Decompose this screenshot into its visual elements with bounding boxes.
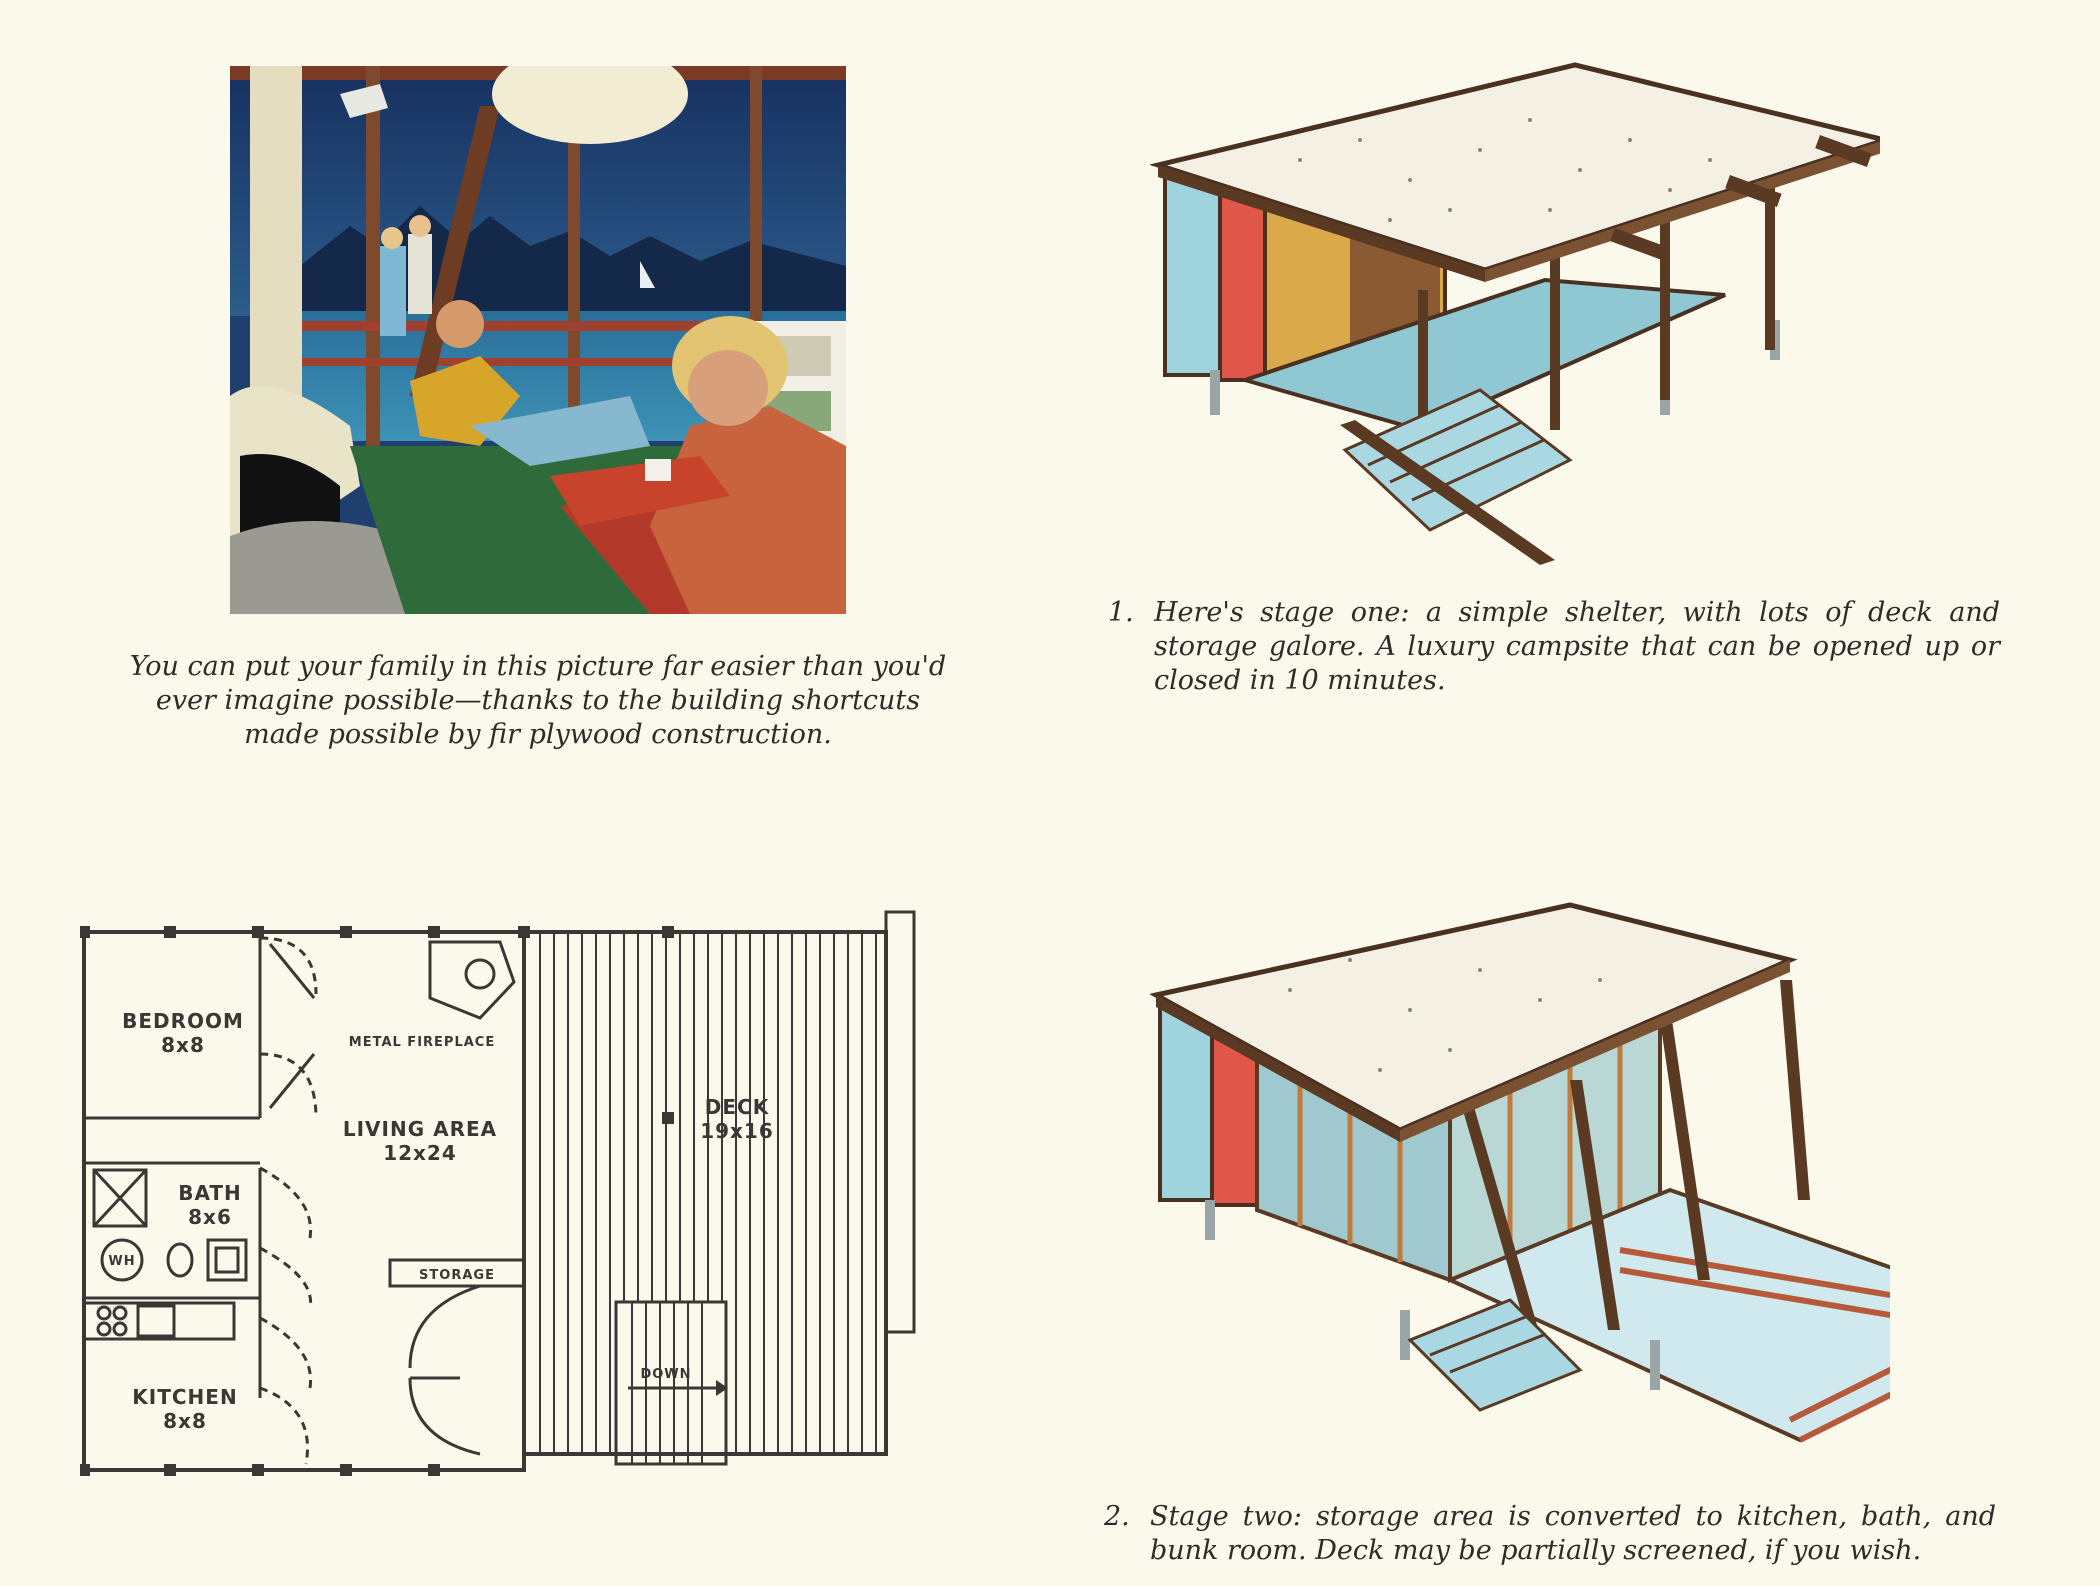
kitchen-label: KITCHEN [132,1385,238,1409]
kitchen-size: 8x8 [163,1409,207,1433]
living-area-size: 12x24 [383,1141,457,1165]
stage-two-caption [1104,1500,2004,1568]
stage-one-shelter-illustration [1150,60,1880,570]
bath-label: BATH [178,1181,242,1205]
living-area-label: LIVING AREA [342,1117,498,1141]
storage-label: STORAGE [419,1268,495,1283]
stage-two-cabin-illustration [1150,900,2090,1460]
bedroom-size: 8x8 [161,1033,205,1057]
stage-one-caption [1108,596,2008,698]
water-heater-label: WH [108,1254,136,1269]
metal-fireplace-label: METAL FIREPLACE [348,1035,496,1050]
stage-two-number: 2. [1104,1501,1130,1532]
stage-two-text: Stage two: storage area is converted to kitchen, bath, and bunk room. Deck may be partially screened, if you wish. [1150,1501,1996,1566]
floor-plan [80,908,980,1484]
stage-one-number: 1. [1108,597,1134,628]
photo-caption: You can put your family in this picture far easier than you'd ever imagine possible—thanks to the building shortcuts made possible by fir plywood construction. [129,651,947,750]
bath-size: 8x6 [188,1205,232,1229]
deck-label: DECK [704,1095,770,1119]
living-room-illustration [230,66,846,614]
deck-size: 19x16 [700,1119,774,1143]
down-label: DOWN [640,1367,692,1382]
stage-one-text: Here's stage one: a simple shelter, with lots of deck and storage galore. A luxury campsite that can be opened up or closed in 10 minutes. [1154,597,2000,696]
bedroom-label: BEDROOM [122,1009,244,1033]
